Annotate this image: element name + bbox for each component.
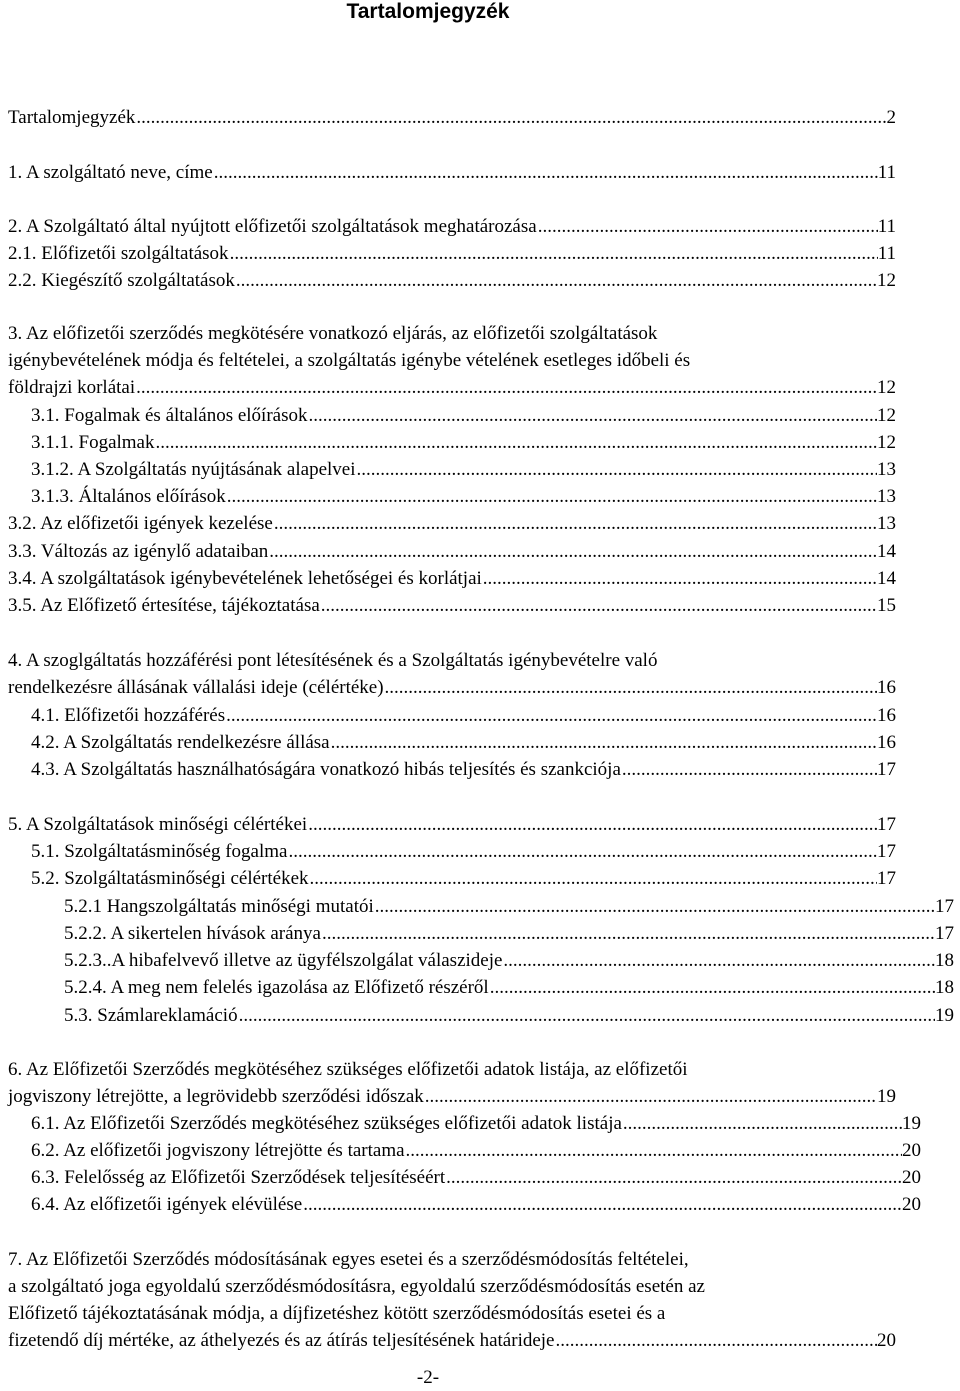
toc-entry[interactable] [8,512,896,536]
toc-entry-text: 5.2.4. A meg nem felelés igazolása az Előfizető részéről [64,977,489,998]
toc-entry-text: 2.2. Kiegészítő szolgáltatások [8,270,235,291]
toc-entry-text: 4.2. A Szolgáltatás rendelkezésre állása [31,732,330,753]
toc-entry-page: 20 [902,1140,921,1161]
toc-entry-page: 19 [877,1086,896,1107]
toc-entry-text: 5.1. Szolgáltatásminőség fogalma [31,841,288,862]
toc-entry[interactable] [64,949,954,973]
toc-entry-page: 12 [877,405,896,426]
toc-entry-page: 16 [877,732,896,753]
toc-entry[interactable] [8,813,896,837]
toc-entry-text: 5. A Szolgáltatások minőségi célértékei [8,814,308,835]
toc-entry-page: 13 [877,513,896,534]
toc-entry[interactable] [8,1085,896,1109]
toc-entry-text: 2. A Szolgáltató által nyújtott előfizetői szolgáltatások meghatározása [8,216,537,237]
toc-entry[interactable] [8,594,896,618]
toc-entry-page: 14 [877,568,896,589]
document-title: Tartalomjegyzék [346,0,510,23]
toc-entry[interactable] [8,567,896,591]
toc-entry-page: 20 [902,1167,921,1188]
toc-entry-page: 17 [877,868,896,889]
toc-entry-text: 2.1. Előfizetői szolgáltatások [8,243,229,264]
toc-entry-page: 11 [877,216,896,237]
toc-entry[interactable] [31,485,896,509]
toc-entry[interactable] [8,161,896,185]
toc-entry-page: 17 [935,896,954,917]
toc-entry-text: Tartalomjegyzék [8,107,136,128]
toc-entry[interactable] [31,404,896,428]
toc-entry[interactable] [31,1139,921,1163]
toc-entry[interactable] [31,1112,921,1136]
toc-entry-text: 4.3. A Szolgáltatás használhatóságára vonatkozó hibás teljesítés és szankciója [31,759,621,780]
toc-entry-text: 3.1. Fogalmak és általános előírások [31,405,308,426]
toc-entry-line: Előfizető tájékoztatásának módja, a díjfizetéshez kötött szerződésmódosítás esetei és a [8,1303,666,1324]
toc-entry-text: 5.2.1 Hangszolgáltatás minőségi mutatói [64,896,374,917]
toc-entry[interactable] [31,840,896,864]
toc-entry[interactable] [8,242,896,266]
toc-entry-text: 5.2. Szolgáltatásminőségi célértékek [31,868,309,889]
toc-entry-text: 6.3. Felelősség az Előfizetői Szerződések teljesítéséért [31,1167,446,1188]
toc-entry[interactable] [8,676,896,700]
toc-entry-text: 1. A szolgáltató neve, címe [8,162,213,183]
toc-entry-page: 2 [886,107,896,128]
toc-entry-page: 13 [877,486,896,507]
toc-entry-page: 12 [877,432,896,453]
toc-entry-page: 18 [935,977,954,998]
toc-entry-page: 11 [877,243,896,264]
toc-entry-page: 15 [877,595,896,616]
toc-entry-page: 18 [935,950,954,971]
toc-entry[interactable] [64,922,954,946]
toc-entry-line: a szolgáltató joga egyoldalú szerződésmódosításra, egyoldalú szerződésmódosítás esetén az [8,1276,705,1297]
toc-entry-text: földrajzi korlátai [8,377,136,398]
toc-entry-page: 17 [877,841,896,862]
toc-entry[interactable] [31,458,896,482]
toc-entry-page: 16 [877,677,896,698]
toc-entry[interactable] [8,269,896,293]
toc-entry-text: 5.3. Számlareklamáció [64,1005,238,1026]
toc-entry-line: igénybevételének módja és feltételei, a szolgáltatás igénybe vételének esetleges időbeli és [8,350,691,371]
toc-entry-line: 6. Az Előfizetői Szerződés megkötéséhez szükséges előfizetői adatok listája, az előfizetői [8,1059,688,1080]
toc-entry-page: 13 [877,459,896,480]
toc-entry-text: 5.2.3..A hibafelvevő illetve az ügyfélszolgálat válaszideje [64,950,503,971]
toc-entry-page: 14 [877,541,896,562]
toc-entry-text: jogviszony létrejötte, a legrövidebb szerződési időszak [8,1086,424,1107]
toc-entry-page: 20 [902,1194,921,1215]
page-number: -2- [416,1367,440,1388]
toc-entry-page: 17 [935,923,954,944]
toc-entry-page: 17 [877,814,896,835]
toc-entry-text: 6.2. Az előfizetői jogviszony létrejötte és tartama [31,1140,405,1161]
toc-entry-page: 11 [877,162,896,183]
toc-entry-page: 20 [877,1330,896,1351]
toc-entry-page: 19 [902,1113,921,1134]
toc-entry-page: 16 [877,705,896,726]
toc-entry[interactable] [8,106,896,130]
toc-entry-text: rendelkezésre állásának vállalási ideje (célértéke) [8,677,384,698]
toc-entry[interactable] [8,215,896,239]
toc-entry-line: 4. A szoglgáltatás hozzáférési pont létesítésének és a Szolgáltatás igénybevételre való [8,650,658,671]
toc-entry-line: 3. Az előfizetői szerződés megkötésére vonatkozó eljárás, az előfizetői szolgáltatások [8,323,658,344]
toc-entry-text: 6.4. Az előfizetői igények elévülése [31,1194,303,1215]
toc-entry-text: 3.1.3. Általános előírások [31,486,226,507]
toc-entry[interactable] [31,1166,921,1190]
toc-entry-text: 3.1.2. A Szolgáltatás nyújtásának alapelvei [31,459,356,480]
toc-entry-text: fizetendő díj mértéke, az áthelyezés és az átírás teljesítésének határideje [8,1330,555,1351]
toc-entry[interactable] [31,431,896,455]
toc-entry-text: 5.2.2. A sikertelen hívások aránya [64,923,321,944]
toc-entry-text: 3.5. Az Előfizető értesítése, tájékoztatása [8,595,320,616]
toc-entry-page: 17 [877,759,896,780]
toc-entry[interactable] [31,867,896,891]
toc-entry[interactable] [64,895,954,919]
toc-entry-page: 12 [877,270,896,291]
toc-entry[interactable] [31,1193,921,1217]
toc-entry-line: 7. Az Előfizetői Szerződés módosításának egyes esetei és a szerződésmódosítás feltételei, [8,1249,689,1270]
toc-entry-page: 19 [935,1005,954,1026]
toc-entry-text: 3.3. Változás az igénylő adataiban [8,541,269,562]
toc-entry-page: 12 [877,377,896,398]
toc-entry[interactable] [64,1004,954,1028]
toc-entry-text: 6.1. Az Előfizetői Szerződés megkötéséhez szükséges előfizetői adatok listája [31,1113,622,1134]
toc-entry[interactable] [8,376,896,400]
toc-entry[interactable] [31,704,896,728]
toc-entry[interactable] [64,976,954,1000]
toc-entry[interactable] [8,540,896,564]
toc-entry[interactable] [8,1329,896,1353]
toc-entry[interactable] [31,731,896,755]
toc-entry-text: 3.4. A szolgáltatások igénybevételének lehetőségei és korlátjai [8,568,482,589]
toc-entry-text: 3.1.1. Fogalmak [31,432,155,453]
toc-entry[interactable] [31,758,896,782]
toc-entry-text: 4.1. Előfizetői hozzáférés [31,705,226,726]
toc-entry-text: 3.2. Az előfizetői igények kezelése [8,513,273,534]
